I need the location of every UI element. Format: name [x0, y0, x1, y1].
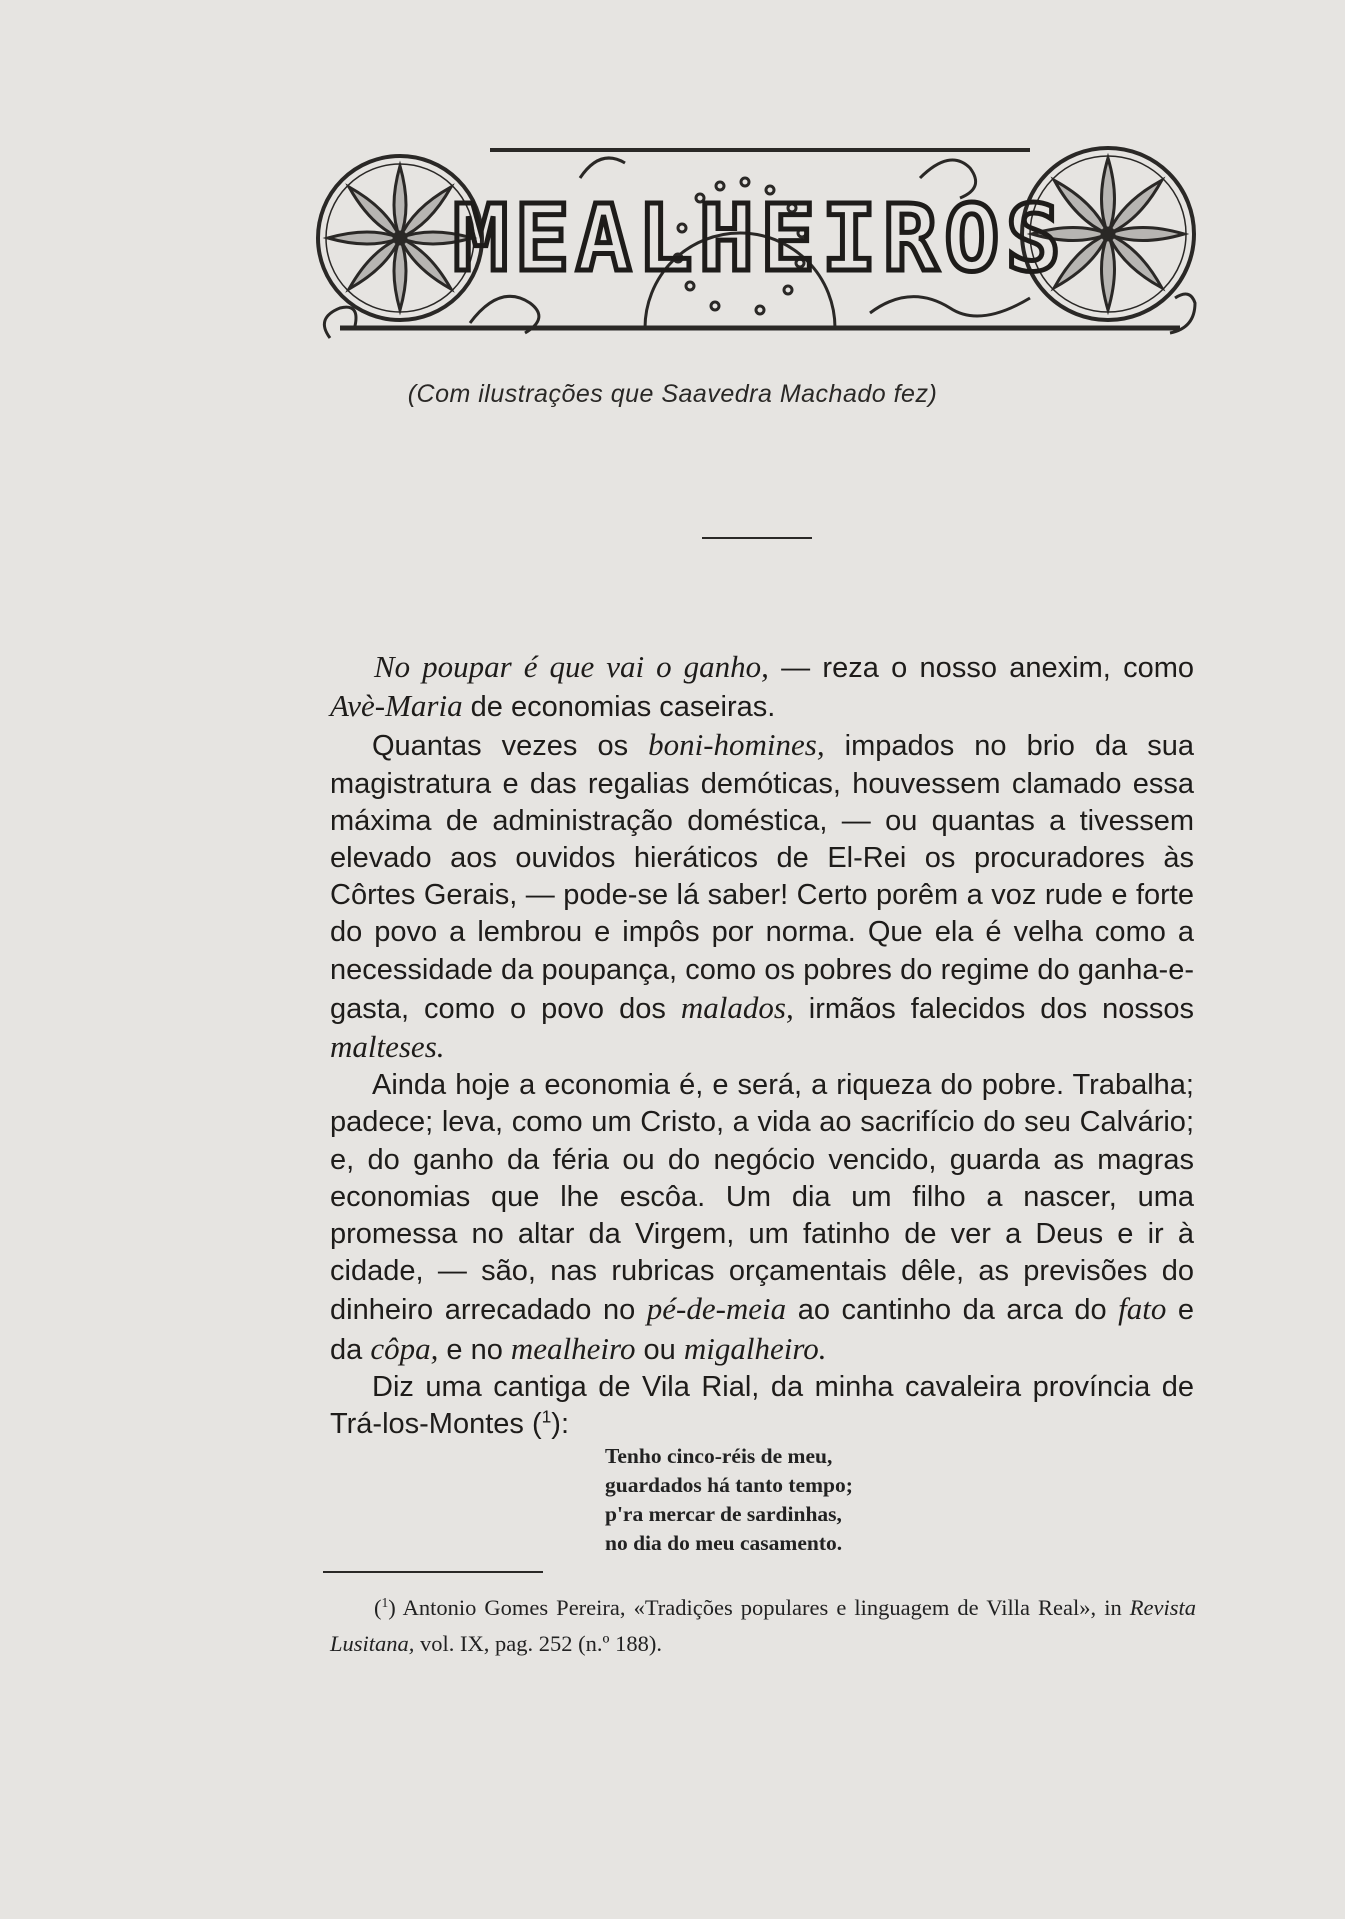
italic-phrase: pé-de-meia — [646, 1291, 787, 1327]
italic-phrase: boni-homines, — [648, 727, 825, 763]
banner-title-lettering: MEALHEIROS — [453, 185, 1067, 292]
footnote — [330, 1590, 1196, 1662]
text-run: ( — [374, 1595, 382, 1620]
italic-phrase: fato — [1118, 1291, 1167, 1327]
italic-phrase: côpa, — [370, 1330, 439, 1366]
text-run: impados no brio da sua magistratura e das regalias demóticas, houvessem clamado essa máxima de administração doméstica, — ou quantas a tivessem elevado aos ouvidos hieráticos de El-Rei os procuradores às Côrtes Gerais, — pode-se lá saber! Certo porêm a voz rude e forte do povo a lembrou e impôs por norma. Que ela é velha como a necessidade da poupança, como os pobres do regime do ganha-e-gasta, como o povo dos — [330, 730, 1195, 1025]
paragraph — [330, 1067, 1194, 1369]
verse-line: no dia do meu casamento. — [605, 1531, 843, 1555]
italic-phrase: malteses. — [330, 1029, 445, 1065]
text-run: irmãos falecidos dos nossos — [793, 992, 1194, 1025]
verse-line: p'ra mercar de sardinhas, — [605, 1502, 842, 1526]
text-run: ): — [551, 1408, 570, 1441]
footnote-marker: 1 — [541, 1406, 552, 1427]
text-run: e no — [438, 1333, 511, 1366]
text-run: ou — [635, 1333, 684, 1366]
italic-phrase: Avè-Maria — [330, 688, 463, 724]
text-run: Diz uma cantiga de Vila Rial, da minha cavaleira província de Trá-los-Montes ( — [330, 1370, 1194, 1441]
italic-phrase: No poupar é que vai o ganho, — [374, 649, 769, 684]
text-run: vol. IX, pag. 252 (n.º 188). — [414, 1631, 662, 1656]
text-run: de economias caseiras. — [462, 691, 776, 724]
italic-phrase: malados, — [680, 989, 794, 1025]
title-banner — [310, 138, 1210, 350]
paragraph — [330, 1369, 1194, 1443]
italic-phrase: mealheiro — [510, 1330, 636, 1366]
verse-line: guardados há tanto tempo; — [605, 1473, 853, 1497]
paragraph — [330, 726, 1194, 1067]
banner-illustration — [310, 138, 1210, 350]
paragraph — [330, 648, 1194, 726]
footnote-text — [330, 1590, 1196, 1662]
italic-phrase: migalheiro. — [683, 1330, 827, 1366]
verse-line: Tenho cinco-réis de meu, — [605, 1444, 833, 1468]
text-run: Quantas vezes os — [372, 730, 649, 763]
text-run: ) Antonio Gomes Pereira, «Tradições populares e linguagem de Villa Real», in — [388, 1595, 1130, 1620]
footnote-marker: 1 — [381, 1594, 389, 1610]
text-run: — reza o nosso anexim, como — [768, 652, 1194, 684]
illustration-credit: (Com ilustrações que Saavedra Machado fez) — [407, 380, 938, 408]
italic-phrase: Revista Lusitana, — [330, 1595, 1196, 1656]
section-divider — [702, 537, 812, 539]
footnote-divider — [323, 1571, 543, 1573]
article-body — [330, 648, 1194, 1443]
text-run: Ainda hoje a economia é, e será, a riqueza do pobre. Trabalha; padece; leva, como um Cristo, a vida ao sacrifício do seu Calvário; e, do ganho da féria ou do negócio vencido, guarda as magras economias que lhe escôa. Um dia um filho a nascer, uma promessa no altar da Virgem, um fatinho de ver a Deus e ir à cidade, — são, nas rubricas orçamentais dêle, as previsões do dinheiro arrecadado no — [330, 1069, 1194, 1327]
text-run: ao cantinho da arca do — [786, 1294, 1119, 1327]
folk-verse — [605, 1442, 853, 1558]
text-run: e da — [330, 1294, 1195, 1366]
